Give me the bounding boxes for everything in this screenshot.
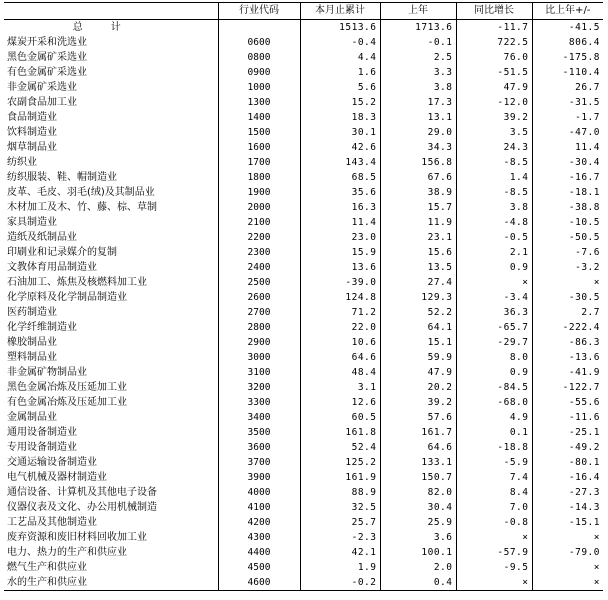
cumulative-cell: 32.5 xyxy=(300,500,380,515)
industry-code-cell: 4400 xyxy=(218,545,300,560)
diff-cell: -10.5 xyxy=(532,215,603,230)
industry-code-cell: 1800 xyxy=(218,170,300,185)
industry-name-cell: 黑色金属冶炼及压延加工业 xyxy=(7,381,127,393)
previous-year-cell: 13.5 xyxy=(380,260,456,275)
table-row xyxy=(4,425,603,440)
industry-code-cell: 1700 xyxy=(218,155,300,170)
yoy-growth-cell: 722.5 xyxy=(456,35,532,50)
yoy-growth-cell: -8.5 xyxy=(456,185,532,200)
yoy-growth-cell: -11.7 xyxy=(456,20,532,36)
table-row xyxy=(4,170,603,185)
cumulative-cell: 161.8 xyxy=(300,425,380,440)
diff-cell: -7.6 xyxy=(532,245,603,260)
industry-name-cell: 烟草制品业 xyxy=(7,141,57,153)
industry-code-cell xyxy=(218,20,300,36)
cumulative-cell: 3.1 xyxy=(300,380,380,395)
table-row xyxy=(4,395,603,410)
diff-cell: -1.7 xyxy=(532,110,603,125)
previous-year-cell: 1713.6 xyxy=(380,20,456,36)
yoy-growth-cell: -8.5 xyxy=(456,155,532,170)
diff-cell: -41.9 xyxy=(532,365,603,380)
table-row xyxy=(4,95,603,110)
previous-year-cell: 25.9 xyxy=(380,515,456,530)
previous-year-cell: 17.3 xyxy=(380,95,456,110)
yoy-growth-cell: 3.5 xyxy=(456,125,532,140)
header-yoy-growth: 同比增长 xyxy=(456,3,532,20)
previous-year-cell: 27.4 xyxy=(380,275,456,290)
table-row xyxy=(4,560,603,575)
cumulative-cell: 22.0 xyxy=(300,320,380,335)
industry-code-cell: 3000 xyxy=(218,350,300,365)
cumulative-cell: 42.6 xyxy=(300,140,380,155)
previous-year-cell: 2.0 xyxy=(380,560,456,575)
yoy-growth-cell: 39.2 xyxy=(456,110,532,125)
industry-code-cell: 1000 xyxy=(218,80,300,95)
header-cumulative: 本月止累计 xyxy=(300,3,380,20)
yoy-growth-cell: 7.4 xyxy=(456,470,532,485)
industry-name-cell: 化学原料及化学制品制造业 xyxy=(7,291,127,303)
diff-cell: -3.2 xyxy=(532,260,603,275)
table-row xyxy=(4,575,603,591)
table-row xyxy=(4,380,603,395)
yoy-growth-cell: × xyxy=(456,530,532,545)
industry-code-cell: 2300 xyxy=(218,245,300,260)
industry-name-cell: 专用设备制造业 xyxy=(7,441,77,453)
cumulative-cell: 5.6 xyxy=(300,80,380,95)
diff-cell: × xyxy=(532,575,603,591)
diff-cell: -110.4 xyxy=(532,65,603,80)
cumulative-cell: 88.9 xyxy=(300,485,380,500)
yoy-growth-cell: -0.5 xyxy=(456,230,532,245)
header-diff: 比上年+/- xyxy=(532,3,603,20)
diff-cell: -16.4 xyxy=(532,470,603,485)
industry-code-cell: 1600 xyxy=(218,140,300,155)
cumulative-cell: 35.6 xyxy=(300,185,380,200)
diff-cell: -79.0 xyxy=(532,545,603,560)
industry-name-cell: 电力、热力的生产和供应业 xyxy=(7,546,127,558)
industry-name-cell: 石油加工、炼焦及核燃料加工业 xyxy=(7,276,147,288)
yoy-growth-cell: 7.0 xyxy=(456,500,532,515)
cumulative-cell: 10.6 xyxy=(300,335,380,350)
cumulative-cell: -2.3 xyxy=(300,530,380,545)
industry-name-cell: 工艺品及其他制造业 xyxy=(7,516,97,528)
header-industry xyxy=(4,3,218,20)
table-row xyxy=(4,305,603,320)
industry-name-cell: 废弃资源和废旧材料回收加工业 xyxy=(7,531,147,543)
diff-cell: 806.4 xyxy=(532,35,603,50)
industry-name-cell: 电气机械及器材制造业 xyxy=(7,471,107,483)
industry-name-cell: 造纸及纸制品业 xyxy=(7,231,77,243)
diff-cell: -86.3 xyxy=(532,335,603,350)
previous-year-cell: 156.8 xyxy=(380,155,456,170)
table-row xyxy=(4,365,603,380)
diff-cell: -80.1 xyxy=(532,455,603,470)
industry-name-cell: 交通运输设备制造业 xyxy=(7,456,97,468)
industry-code-cell: 4000 xyxy=(218,485,300,500)
table-row xyxy=(4,80,603,95)
previous-year-cell: 3.3 xyxy=(380,65,456,80)
cumulative-cell: -39.0 xyxy=(300,275,380,290)
industry-name-cell: 农副食品加工业 xyxy=(7,96,77,108)
industry-name-cell: 食品制造业 xyxy=(7,111,57,123)
diff-cell: -15.1 xyxy=(532,515,603,530)
yoy-growth-cell: 36.3 xyxy=(456,305,532,320)
industry-name-cell: 皮革、毛皮、羽毛(绒)及其制品业 xyxy=(7,186,155,198)
industry-code-cell: 1500 xyxy=(218,125,300,140)
industry-name-cell: 总计 xyxy=(72,21,149,33)
yoy-growth-cell: 76.0 xyxy=(456,50,532,65)
table-row xyxy=(4,65,603,80)
previous-year-cell: 52.2 xyxy=(380,305,456,320)
industry-code-cell: 1400 xyxy=(218,110,300,125)
diff-cell: -11.6 xyxy=(532,410,603,425)
previous-year-cell: 23.1 xyxy=(380,230,456,245)
previous-year-cell: 3.8 xyxy=(380,80,456,95)
table-row xyxy=(4,530,603,545)
industry-name-cell: 印刷业和记录媒介的复制 xyxy=(7,246,117,258)
cumulative-cell: 71.2 xyxy=(300,305,380,320)
yoy-growth-cell: × xyxy=(456,575,532,591)
industry-name-cell: 化学纤维制造业 xyxy=(7,321,77,333)
cumulative-cell: 23.0 xyxy=(300,230,380,245)
yoy-growth-cell: 8.0 xyxy=(456,350,532,365)
industry-name-cell: 煤炭开采和洗选业 xyxy=(7,36,87,48)
cumulative-cell: 1513.6 xyxy=(300,20,380,36)
table-row xyxy=(4,515,603,530)
diff-cell: -47.0 xyxy=(532,125,603,140)
cumulative-cell: 68.5 xyxy=(300,170,380,185)
yoy-growth-cell: -12.0 xyxy=(456,95,532,110)
previous-year-cell: 129.3 xyxy=(380,290,456,305)
industry-code-cell: 4100 xyxy=(218,500,300,515)
industry-name-cell: 木材加工及木、竹、藤、棕、草制 xyxy=(7,201,157,213)
previous-year-cell: 161.7 xyxy=(380,425,456,440)
industry-code-cell: 4500 xyxy=(218,560,300,575)
table-row xyxy=(4,500,603,515)
table-row xyxy=(4,155,603,170)
previous-year-cell: 100.1 xyxy=(380,545,456,560)
cumulative-cell: -0.4 xyxy=(300,35,380,50)
previous-year-cell: 82.0 xyxy=(380,485,456,500)
yoy-growth-cell: -57.9 xyxy=(456,545,532,560)
diff-cell: -30.5 xyxy=(532,290,603,305)
yoy-growth-cell: -29.7 xyxy=(456,335,532,350)
diff-cell: -222.4 xyxy=(532,320,603,335)
table-row xyxy=(4,185,603,200)
previous-year-cell: 15.7 xyxy=(380,200,456,215)
industry-name-cell: 家具制造业 xyxy=(7,216,57,228)
previous-year-cell: 29.0 xyxy=(380,125,456,140)
diff-cell: -14.3 xyxy=(532,500,603,515)
cumulative-cell: 4.4 xyxy=(300,50,380,65)
previous-year-cell: 34.3 xyxy=(380,140,456,155)
industry-code-cell: 4200 xyxy=(218,515,300,530)
yoy-growth-cell: -65.7 xyxy=(456,320,532,335)
previous-year-cell: 20.2 xyxy=(380,380,456,395)
cumulative-cell: 16.3 xyxy=(300,200,380,215)
yoy-growth-cell: 0.9 xyxy=(456,365,532,380)
table-row xyxy=(4,110,603,125)
cumulative-cell: 161.9 xyxy=(300,470,380,485)
yoy-growth-cell: -9.5 xyxy=(456,560,532,575)
diff-cell: 2.7 xyxy=(532,305,603,320)
previous-year-cell: 15.6 xyxy=(380,245,456,260)
industry-code-cell: 3700 xyxy=(218,455,300,470)
industry-code-cell: 0600 xyxy=(218,35,300,50)
industry-code-cell: 2400 xyxy=(218,260,300,275)
yoy-growth-cell: 2.1 xyxy=(456,245,532,260)
industry-code-cell: 2900 xyxy=(218,335,300,350)
table-row xyxy=(4,125,603,140)
diff-cell: -25.1 xyxy=(532,425,603,440)
industry-name-cell: 非金属矿物制品业 xyxy=(7,366,87,378)
industry-name-cell: 通信设备、计算机及其他电子设备 xyxy=(7,486,157,498)
yoy-growth-cell: -51.5 xyxy=(456,65,532,80)
industry-code-cell: 2500 xyxy=(218,275,300,290)
cumulative-cell: 12.6 xyxy=(300,395,380,410)
industry-code-cell: 0900 xyxy=(218,65,300,80)
industry-code-cell: 2800 xyxy=(218,320,300,335)
diff-cell: -50.5 xyxy=(532,230,603,245)
table-row xyxy=(4,35,603,50)
table-row xyxy=(4,440,603,455)
table-header-row xyxy=(4,3,603,20)
cumulative-cell: 18.3 xyxy=(300,110,380,125)
yoy-growth-cell: -3.4 xyxy=(456,290,532,305)
yoy-growth-cell: 3.8 xyxy=(456,200,532,215)
table-row xyxy=(4,245,603,260)
table-row xyxy=(4,545,603,560)
industry-code-cell: 2200 xyxy=(218,230,300,245)
table-row xyxy=(4,50,603,65)
diff-cell: -31.5 xyxy=(532,95,603,110)
table-row xyxy=(4,470,603,485)
diff-cell: × xyxy=(532,530,603,545)
diff-cell: -41.5 xyxy=(532,20,603,36)
previous-year-cell: 3.6 xyxy=(380,530,456,545)
table-row xyxy=(4,215,603,230)
yoy-growth-cell: 0.1 xyxy=(456,425,532,440)
previous-year-cell: 15.1 xyxy=(380,335,456,350)
yoy-growth-cell: 1.4 xyxy=(456,170,532,185)
cumulative-cell: 48.4 xyxy=(300,365,380,380)
cumulative-cell: 60.5 xyxy=(300,410,380,425)
industry-code-cell: 4600 xyxy=(218,575,300,591)
industry-code-cell: 2100 xyxy=(218,215,300,230)
industry-code-cell: 3900 xyxy=(218,470,300,485)
industry-code-cell: 3300 xyxy=(218,395,300,410)
previous-year-cell: 47.9 xyxy=(380,365,456,380)
industry-name-cell: 纺织服装、鞋、帽制造业 xyxy=(7,171,117,183)
industry-name-cell: 非金属矿采选业 xyxy=(7,81,77,93)
previous-year-cell: 64.6 xyxy=(380,440,456,455)
table-row xyxy=(4,320,603,335)
industry-name-cell: 水的生产和供应业 xyxy=(4,575,218,591)
previous-year-cell: 64.1 xyxy=(380,320,456,335)
cumulative-cell: 1.6 xyxy=(300,65,380,80)
diff-cell: -49.2 xyxy=(532,440,603,455)
table-row xyxy=(4,230,603,245)
industry-name-cell: 仪器仪表及文化、办公用机械制造 xyxy=(7,501,157,513)
industry-name-cell: 有色金属冶炼及压延加工业 xyxy=(7,396,127,408)
industry-code-cell: 2000 xyxy=(218,200,300,215)
table-row xyxy=(4,200,603,215)
industry-code-cell: 1300 xyxy=(218,95,300,110)
industry-name-cell: 医药制造业 xyxy=(7,306,57,318)
industry-name-cell: 金属制品业 xyxy=(7,411,57,423)
yoy-growth-cell: 8.4 xyxy=(456,485,532,500)
diff-cell: 26.7 xyxy=(532,80,603,95)
cumulative-cell: 25.7 xyxy=(300,515,380,530)
yoy-growth-cell: 0.9 xyxy=(456,260,532,275)
cumulative-cell: 42.1 xyxy=(300,545,380,560)
yoy-growth-cell: 47.9 xyxy=(456,80,532,95)
industry-code-cell: 1900 xyxy=(218,185,300,200)
industry-code-cell: 3500 xyxy=(218,425,300,440)
industry-name-cell: 燃气生产和供应业 xyxy=(7,561,87,573)
yoy-growth-cell: -4.8 xyxy=(456,215,532,230)
table-row xyxy=(4,350,603,365)
diff-cell: -30.4 xyxy=(532,155,603,170)
cumulative-cell: 30.1 xyxy=(300,125,380,140)
yoy-growth-cell: -84.5 xyxy=(456,380,532,395)
cumulative-cell: -0.2 xyxy=(300,575,380,591)
industry-code-cell: 2600 xyxy=(218,290,300,305)
industry-code-cell: 3400 xyxy=(218,410,300,425)
industry-name-cell: 通用设备制造业 xyxy=(7,426,77,438)
industry-name-cell: 饮料制造业 xyxy=(7,126,57,138)
diff-cell: -55.6 xyxy=(532,395,603,410)
diff-cell: -175.8 xyxy=(532,50,603,65)
diff-cell: × xyxy=(532,275,603,290)
yoy-growth-cell: -68.0 xyxy=(456,395,532,410)
previous-year-cell: 59.9 xyxy=(380,350,456,365)
yoy-growth-cell: × xyxy=(456,275,532,290)
yoy-growth-cell: -18.8 xyxy=(456,440,532,455)
cumulative-cell: 124.8 xyxy=(300,290,380,305)
industry-name-cell: 有色金属矿采选业 xyxy=(7,66,87,78)
previous-year-cell: 67.6 xyxy=(380,170,456,185)
yoy-growth-cell: -5.9 xyxy=(456,455,532,470)
diff-cell: -38.8 xyxy=(532,200,603,215)
cumulative-cell: 143.4 xyxy=(300,155,380,170)
industry-code-cell: 3600 xyxy=(218,440,300,455)
cumulative-cell: 13.6 xyxy=(300,260,380,275)
diff-cell: -18.1 xyxy=(532,185,603,200)
previous-year-cell: 2.5 xyxy=(380,50,456,65)
total-row xyxy=(4,20,603,36)
previous-year-cell: 13.1 xyxy=(380,110,456,125)
diff-cell: -16.7 xyxy=(532,170,603,185)
industry-code-cell: 3200 xyxy=(218,380,300,395)
table-row xyxy=(4,290,603,305)
table-row xyxy=(4,335,603,350)
cumulative-cell: 15.9 xyxy=(300,245,380,260)
table-row xyxy=(4,485,603,500)
table-row xyxy=(4,410,603,425)
header-code: 行业代码 xyxy=(218,3,300,20)
diff-cell: -122.7 xyxy=(532,380,603,395)
industry-name-cell: 塑料制品业 xyxy=(7,351,57,363)
table-row xyxy=(4,260,603,275)
industry-code-cell: 2700 xyxy=(218,305,300,320)
industry-code-cell: 0800 xyxy=(218,50,300,65)
cumulative-cell: 125.2 xyxy=(300,455,380,470)
previous-year-cell: 39.2 xyxy=(380,395,456,410)
diff-cell: × xyxy=(532,560,603,575)
industry-code-cell: 4300 xyxy=(218,530,300,545)
cumulative-cell: 11.4 xyxy=(300,215,380,230)
previous-year-cell: 150.7 xyxy=(380,470,456,485)
yoy-growth-cell: 4.9 xyxy=(456,410,532,425)
cumulative-cell: 52.4 xyxy=(300,440,380,455)
table-row xyxy=(4,455,603,470)
previous-year-cell: 57.6 xyxy=(380,410,456,425)
previous-year-cell: 30.4 xyxy=(380,500,456,515)
previous-year-cell: -0.1 xyxy=(380,35,456,50)
diff-cell: -13.6 xyxy=(532,350,603,365)
industry-name-cell: 文教体育用品制造业 xyxy=(7,261,97,273)
industry-name-cell: 橡胶制品业 xyxy=(7,336,57,348)
diff-cell: -27.3 xyxy=(532,485,603,500)
table-row xyxy=(4,140,603,155)
industry-code-cell: 3100 xyxy=(218,365,300,380)
header-previous-year: 上年 xyxy=(380,3,456,20)
table-row xyxy=(4,275,603,290)
industry-profit-table xyxy=(4,2,603,591)
yoy-growth-cell: -0.8 xyxy=(456,515,532,530)
yoy-growth-cell: 24.3 xyxy=(456,140,532,155)
industry-name-cell: 黑色金属矿采选业 xyxy=(7,51,87,63)
diff-cell: 11.4 xyxy=(532,140,603,155)
previous-year-cell: 133.1 xyxy=(380,455,456,470)
cumulative-cell: 15.2 xyxy=(300,95,380,110)
cumulative-cell: 64.6 xyxy=(300,350,380,365)
previous-year-cell: 11.9 xyxy=(380,215,456,230)
previous-year-cell: 38.9 xyxy=(380,185,456,200)
cumulative-cell: 1.9 xyxy=(300,560,380,575)
previous-year-cell: 0.4 xyxy=(380,575,456,591)
industry-name-cell: 纺织业 xyxy=(7,156,37,168)
